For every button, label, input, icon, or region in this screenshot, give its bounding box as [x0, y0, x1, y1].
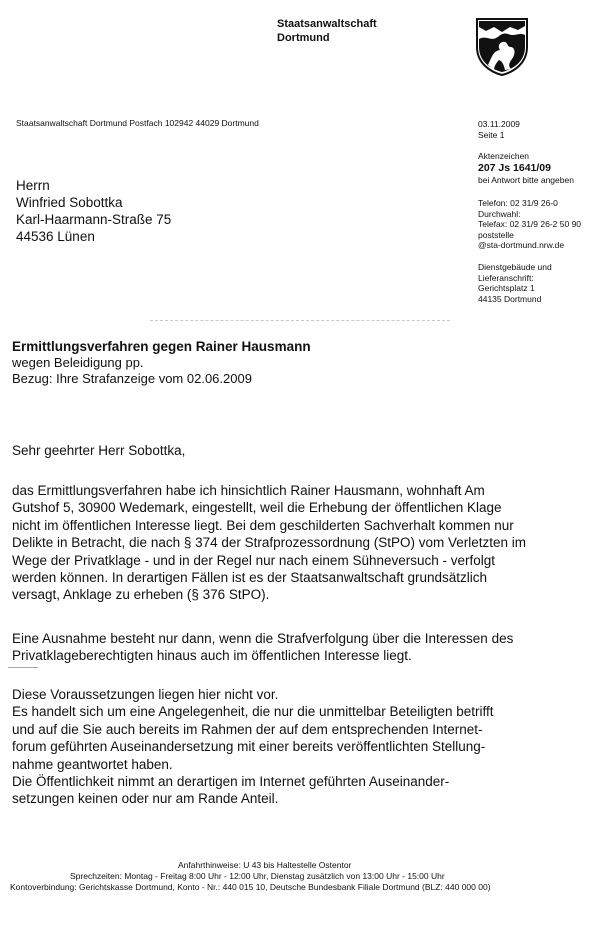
letter-date-block — [478, 119, 520, 140]
subject-line: wegen Beleidigung pp. — [12, 355, 144, 370]
text-line: Diese Voraussetzungen liegen hier nicht vor. — [12, 687, 279, 702]
email-line-1: poststelle — [478, 229, 514, 240]
file-number-label: Aktenzeichen — [478, 151, 530, 161]
recipient-address — [16, 177, 171, 245]
subject-title: Ermittlungsverfahren gegen Rainer Hausmann — [12, 339, 311, 354]
direct-dial-label: Durchwahl: — [478, 208, 521, 219]
paragraph-3 — [12, 686, 494, 808]
fax: Telefax: 02 31/9 26-2 50 90 — [478, 219, 582, 229]
recipient-city: 44536 Lünen — [16, 229, 95, 244]
office-line: Lieferanschrift: — [478, 272, 534, 283]
scan-artifact-line — [8, 667, 38, 669]
footer-bank: Kontoverbindung: Gerichtskasse Dortmund, Konto - Nr.: 440 015 10, Deutsche Bundesbank Filiale Dortmund (BLZ: 440 000 00) — [10, 882, 491, 892]
phone: Telefon: 02 31/9 26-0 — [478, 198, 558, 208]
reply-note: bei Antwort bitte angeben — [478, 174, 574, 185]
email-line-2: @sta-dortmund.nrw.de — [478, 240, 565, 250]
office-address-block — [478, 262, 552, 304]
office-line: Dienstgebäude und — [478, 262, 552, 272]
nrw-coat-of-arms-icon — [474, 17, 530, 77]
authority-city: Dortmund — [277, 32, 330, 44]
authority-name: Staatsanwaltschaft — [277, 18, 377, 30]
footer-hours: Sprechzeiten: Montag - Freitag 8:00 Uhr - 12:00 Uhr, Dienstag zusätzlich von 13:00 Uhr - 15:00 Uhr — [70, 871, 445, 881]
subject-block — [12, 339, 311, 387]
footer-transit: Anfahrthinweise: U 43 bis Haltestelle Ostentor — [178, 860, 352, 870]
paragraph-2 — [12, 630, 513, 665]
text-line: versagt, Anklage zu erheben (§ 376 StPO). — [12, 587, 270, 603]
file-number: 207 Js 1641/09 — [478, 161, 551, 174]
contact-block — [478, 198, 581, 251]
letter-salutation: Sehr geehrter Herr Sobottka, — [12, 443, 186, 458]
text-line: das Ermittlungsverfahren habe ich hinsichtlich Rainer Hausmann, wohnhaft Am — [12, 483, 485, 498]
issuing-authority — [277, 17, 377, 45]
page-number: Seite 1 — [478, 129, 505, 140]
recipient-salutation: Herrn — [16, 178, 50, 193]
text-line: und auf die Sie auch bereits im Rahmen der auf dem entsprechenden Internet- — [12, 721, 483, 737]
office-line: 44135 Dortmund — [478, 293, 542, 304]
subject-reference: Bezug: Ihre Strafanzeige vom 02.06.2009 — [12, 371, 252, 386]
text-line: nahme geantwortet haben. — [12, 756, 173, 772]
text-line: Es handelt sich um eine Angelegenheit, die nur die unmittelbar Beteiligten betrifft — [12, 704, 494, 720]
letter-date: 03.11.2009 — [478, 119, 520, 129]
office-line: Gerichtsplatz 1 — [478, 283, 535, 293]
text-line: Gutshof 5, 30900 Wedemark, eingestellt, weil die Erhebung der öffentlichen Klage — [12, 500, 502, 516]
paragraph-1 — [12, 482, 526, 604]
text-line: forum geführten Auseinandersetzung mit einer bereits veröffentlichten Stellung- — [12, 739, 486, 755]
text-line: werden können. In derartigen Fällen ist es der Staatsanwaltschaft grundsätzlich — [12, 570, 488, 586]
text-line: Privatklageberechtigten hinaus auch im öffentlichen Interesse liegt. — [12, 648, 412, 664]
text-line: Eine Ausnahme besteht nur dann, wenn die Strafverfolgung über die Interessen des — [12, 631, 514, 646]
recipient-name: Winfried Sobottka — [16, 195, 123, 210]
recipient-street: Karl-Haarmann-Straße 75 — [16, 212, 172, 227]
file-reference-block — [478, 151, 574, 185]
text-line: Wege der Privatklage - und in der Regel nur nach einem Sühneversuch - verfolgt — [12, 552, 496, 568]
sender-address-line: Staatsanwaltschaft Dortmund Postfach 102942 44029 Dortmund — [16, 118, 259, 128]
text-line: setzungen keinen oder nur am Rande Anteil. — [12, 791, 279, 807]
text-line: nicht im öffentlichen Interesse liegt. Bei dem geschilderten Sachverhalt kommen nur — [12, 517, 514, 533]
text-line: Die Öffentlichkeit nimmt an derartigen im Internet geführten Auseinander- — [12, 774, 450, 790]
text-line: Delikte in Betracht, die nach § 374 der Strafprozessordnung (StPO) vom Verletzten im — [12, 535, 527, 551]
scan-artifact-line — [150, 320, 450, 322]
